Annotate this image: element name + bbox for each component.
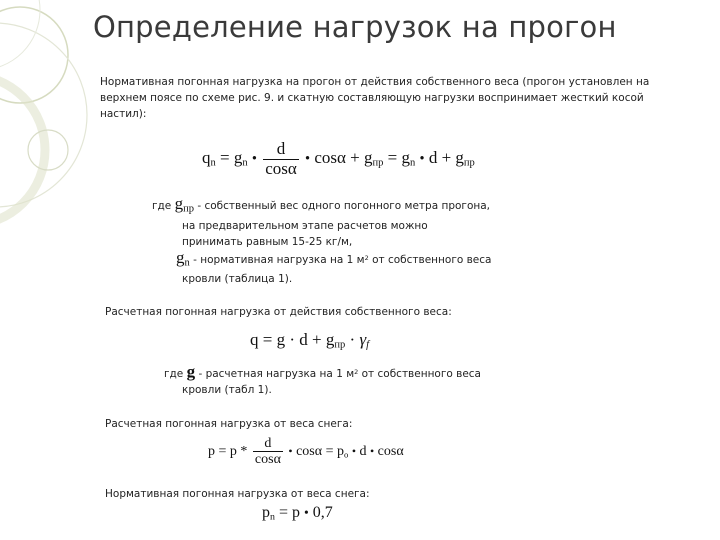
design-dead-load-heading: Расчетная погонная нагрузка от действия собственного веса: [105,306,452,318]
fraction: $\frac{d}{\cos\alpha}$ [265,139,297,178]
formula-snow-design: p = p * $\frac{d}{\cos\alpha}$ • $\cos\alpha = p_o$ • d • cosα [208,436,404,468]
where-block-own-weight: где $g_{пр}$ - собственный вес одного погонного метра прогона, на предварительном этапе расчетов можно принимать равным 15-25 кг/м, $g_n$ - нормативная нагрузка на 1 $м^2$ от собственного веса кровли (таблица 1). [152,194,492,286]
g-symbol: g [186,362,196,381]
fraction: $\frac{d}{\cos\alpha}$ [254,436,281,468]
normative-snow-load-heading: Нормативная погонная нагрузка от веса снега: [105,488,370,500]
formula-snow-normative: $p_n = p$ • 0,7 [262,504,333,523]
formula-own-weight-normative: $q_n = g_n$ • $\frac{d}{\cos\alpha}$ • $\cos\alpha + g_{пр} = g_n$ • $d + g_{пр}$ [202,139,475,178]
design-snow-load-heading: Расчетная погонная нагрузка от веса снега: [105,418,353,430]
g-pr-symbol: $g_{пр}$ [174,194,194,215]
q-symbol: q [202,148,211,168]
intro-paragraph: Нормативная погонная нагрузка на прогон от действия собственного веса (прогон установлен на верхнем поясе по схеме рис. 9. и скатную составляющую нагрузки воспринимает жесткий косой настил): [100,76,650,120]
formula-own-weight-design: $q = g \cdot d + g_{пр} \cdot \gamma_f$ [250,330,370,351]
page-title: Определение нагрузок на прогон [93,10,617,44]
where-block-design: где g - расчетная нагрузка на 1 $м^2$ от собственного веса кровли (табл 1). [164,362,481,396]
g-n-symbol: $g_n$ [176,247,190,269]
